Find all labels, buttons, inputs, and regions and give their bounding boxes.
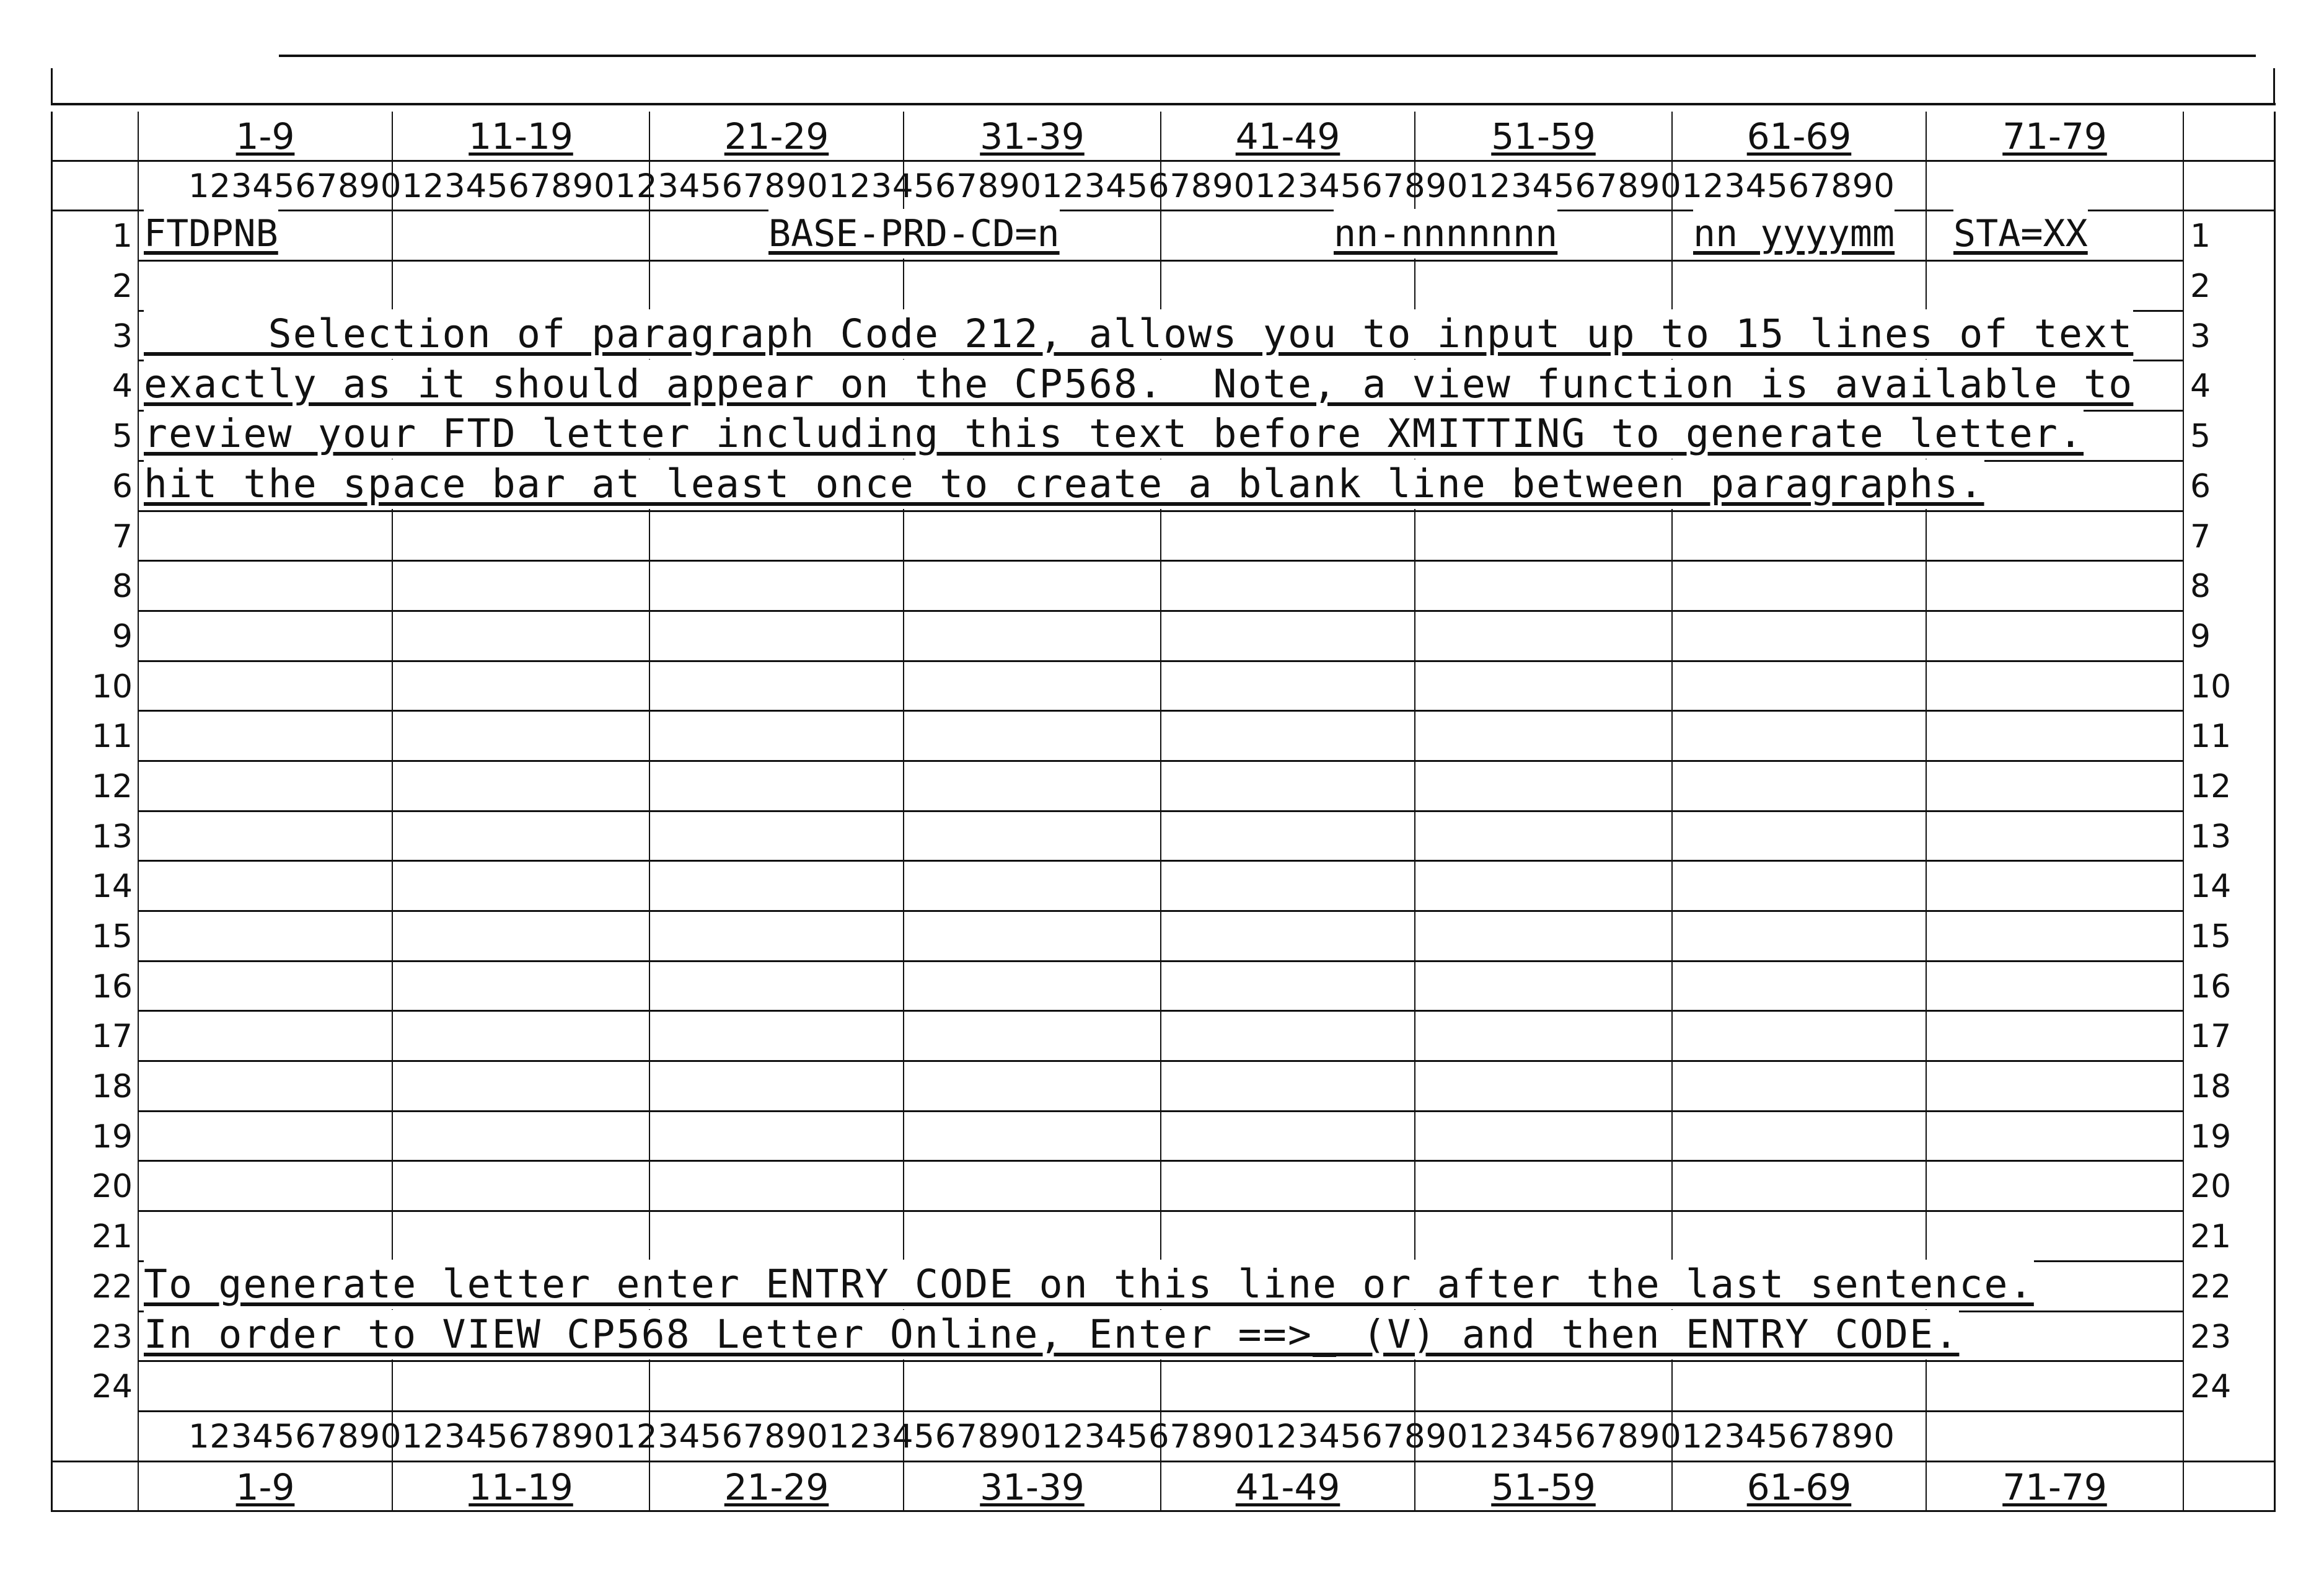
column-range-label xyxy=(1671,1462,1926,1513)
digit-ruler-cell xyxy=(2183,1412,2276,1462)
column-digit-ruler: 12345678901234567890123456789012345678901234567890123456789012345678901234567890 xyxy=(188,1418,1895,1456)
text-line-23[interactable]: In order to VIEW CP568 Letter Online, Enter ==>_ (V) and then ENTRY CODE. xyxy=(144,1310,1959,1359)
input-cell[interactable] xyxy=(392,1362,649,1412)
input-cell[interactable] xyxy=(903,512,1160,562)
input-cell[interactable] xyxy=(1671,962,1926,1012)
row-number-right: 2 xyxy=(2183,262,2276,312)
input-cell[interactable] xyxy=(1926,262,2183,312)
column-range-label xyxy=(138,112,392,162)
input-cell[interactable] xyxy=(1671,912,1926,962)
input-cell[interactable] xyxy=(1414,1162,1671,1212)
text-line-4[interactable]: exactly as it should appear on the CP568. Note, a view function is available to xyxy=(144,360,2133,409)
column-range-text: 71-79 xyxy=(2002,115,2107,157)
input-cell[interactable] xyxy=(1671,812,1926,862)
input-cell[interactable] xyxy=(1926,1062,2183,1112)
input-cell[interactable] xyxy=(649,1212,903,1262)
input-cell[interactable] xyxy=(1671,612,1926,662)
input-cell[interactable] xyxy=(138,1162,392,1212)
grid-cell xyxy=(51,1462,138,1513)
input-cell[interactable] xyxy=(649,862,903,912)
input-cell[interactable] xyxy=(1414,862,1671,912)
input-cell[interactable] xyxy=(1414,1212,1671,1262)
row-number-right: 17 xyxy=(2183,1012,2276,1062)
input-cell[interactable] xyxy=(138,1062,392,1112)
row-number-right: 10 xyxy=(2183,662,2276,712)
input-cell[interactable] xyxy=(1671,762,1926,812)
input-cell[interactable] xyxy=(903,262,1160,312)
input-cell[interactable] xyxy=(1926,1312,2183,1363)
row-number-left: 17 xyxy=(51,1012,138,1062)
input-cell[interactable] xyxy=(649,962,903,1012)
column-range-label xyxy=(649,112,903,162)
input-cell[interactable] xyxy=(903,562,1160,612)
row-number-right: 8 xyxy=(2183,562,2276,612)
column-range-text: 51-59 xyxy=(1491,115,1596,157)
input-cell[interactable] xyxy=(1160,962,1414,1012)
input-cell[interactable] xyxy=(1414,662,1671,712)
input-cell[interactable] xyxy=(1160,262,1414,312)
input-cell[interactable] xyxy=(1926,1212,2183,1262)
input-cell[interactable] xyxy=(392,512,649,562)
column-range-label xyxy=(649,1462,903,1513)
input-cell[interactable] xyxy=(392,912,649,962)
column-range-label xyxy=(1160,112,1414,162)
input-cell[interactable] xyxy=(392,712,649,762)
column-range-label xyxy=(903,112,1160,162)
input-cell[interactable] xyxy=(903,812,1160,862)
input-cell[interactable] xyxy=(138,812,392,862)
column-range-label xyxy=(1926,112,2183,162)
column-range-text: 31-39 xyxy=(980,1465,1085,1508)
input-cell[interactable] xyxy=(649,662,903,712)
input-cell[interactable] xyxy=(1160,1362,1414,1412)
input-cell[interactable] xyxy=(649,812,903,862)
input-cell[interactable] xyxy=(1926,612,2183,662)
input-cell[interactable] xyxy=(392,211,649,262)
input-cell[interactable] xyxy=(1414,1112,1671,1162)
column-range-text: 11-19 xyxy=(469,115,573,157)
input-cell[interactable] xyxy=(1671,1112,1926,1162)
column-range-text: 31-39 xyxy=(980,115,1085,157)
grid-cell xyxy=(2183,1462,2276,1513)
row-number-left: 23 xyxy=(51,1312,138,1363)
row-number-left: 12 xyxy=(51,762,138,812)
row-number-left: 1 xyxy=(51,211,138,262)
input-cell[interactable] xyxy=(1414,512,1671,562)
input-cell[interactable] xyxy=(649,512,903,562)
row-number-right: 6 xyxy=(2183,462,2276,512)
input-cell[interactable] xyxy=(1160,1112,1414,1162)
input-cell[interactable] xyxy=(1926,512,2183,562)
input-cell[interactable] xyxy=(1414,762,1671,812)
row-number-right: 16 xyxy=(2183,962,2276,1012)
input-cell[interactable] xyxy=(1926,662,2183,712)
input-cell[interactable] xyxy=(903,612,1160,662)
input-cell[interactable] xyxy=(1926,912,2183,962)
row-number-left: 15 xyxy=(51,912,138,962)
digit-ruler-cell xyxy=(1926,162,2183,212)
input-cell[interactable] xyxy=(1160,812,1414,862)
text-line-22[interactable]: To generate letter enter ENTRY CODE on this line or after the last sentence. xyxy=(144,1260,2034,1309)
row-number-left: 2 xyxy=(51,262,138,312)
row-number-right: 12 xyxy=(2183,762,2276,812)
input-cell[interactable] xyxy=(1926,1112,2183,1162)
input-cell[interactable] xyxy=(138,512,392,562)
row-number-left: 4 xyxy=(51,361,138,412)
input-cell[interactable] xyxy=(1671,662,1926,712)
input-cell[interactable] xyxy=(903,912,1160,962)
input-cell[interactable] xyxy=(1160,912,1414,962)
grid-cell xyxy=(2183,112,2276,162)
input-cell[interactable] xyxy=(1414,262,1671,312)
input-cell[interactable] xyxy=(392,862,649,912)
row-number-left: 18 xyxy=(51,1062,138,1112)
input-cell[interactable] xyxy=(1160,1062,1414,1112)
column-range-label xyxy=(1160,1462,1414,1513)
input-cell[interactable] xyxy=(138,662,392,712)
row-number-left: 20 xyxy=(51,1162,138,1212)
row-number-left: 21 xyxy=(51,1212,138,1262)
row-number-left: 3 xyxy=(51,312,138,362)
row-number-right: 18 xyxy=(2183,1062,2276,1112)
text-line-5[interactable]: review your FTD letter including this text before XMITTING to generate letter. xyxy=(144,409,2084,459)
input-cell[interactable] xyxy=(1160,612,1414,662)
input-cell[interactable] xyxy=(392,262,649,312)
digit-ruler-cell xyxy=(51,1412,138,1462)
input-cell[interactable] xyxy=(392,562,649,612)
row-number-right: 9 xyxy=(2183,612,2276,662)
input-cell[interactable] xyxy=(903,1062,1160,1112)
column-range-label xyxy=(1926,1462,2183,1513)
input-cell[interactable] xyxy=(138,1212,392,1262)
column-range-text: 41-49 xyxy=(1235,1465,1340,1508)
input-cell[interactable] xyxy=(1414,812,1671,862)
input-cell[interactable] xyxy=(138,962,392,1012)
input-cell[interactable] xyxy=(392,1062,649,1112)
row-number-right: 3 xyxy=(2183,312,2276,362)
row-number-left: 8 xyxy=(51,562,138,612)
row-number-right: 5 xyxy=(2183,412,2276,462)
input-cell[interactable] xyxy=(138,1112,392,1162)
input-cell[interactable] xyxy=(649,762,903,812)
tin-field[interactable]: nn-nnnnnnn xyxy=(1334,209,1557,259)
column-range-text: 1-9 xyxy=(235,1465,295,1508)
input-cell[interactable] xyxy=(1926,1012,2183,1062)
text-line-3[interactable]: Selection of paragraph Code 212, allows you to input up to 15 lines of text xyxy=(144,309,2133,359)
base-prd-cd-field[interactable]: BASE-PRD-CD=n xyxy=(768,209,1060,259)
input-cell[interactable] xyxy=(903,1362,1160,1412)
input-cell[interactable] xyxy=(1671,262,1926,312)
row-number-right: 7 xyxy=(2183,512,2276,562)
transaction-code-field[interactable]: FTDPNB xyxy=(144,209,278,259)
input-cell[interactable] xyxy=(903,962,1160,1012)
column-range-text: 21-29 xyxy=(724,115,829,157)
row-number-left: 22 xyxy=(51,1262,138,1312)
input-cell[interactable] xyxy=(1414,1362,1671,1412)
input-cell[interactable] xyxy=(649,612,903,662)
input-cell[interactable] xyxy=(1926,562,2183,612)
column-range-text: 51-59 xyxy=(1491,1465,1596,1508)
input-cell[interactable] xyxy=(1671,1362,1926,1412)
column-range-text: 1-9 xyxy=(235,115,295,157)
input-cell[interactable] xyxy=(1671,512,1926,562)
row-number-right: 20 xyxy=(2183,1162,2276,1212)
input-cell[interactable] xyxy=(392,1012,649,1062)
text-line-6[interactable]: hit the space bar at least once to create a blank line between paragraphs. xyxy=(144,459,1984,509)
input-cell[interactable] xyxy=(1926,1362,2183,1412)
input-cell[interactable] xyxy=(1671,862,1926,912)
row-number-right: 13 xyxy=(2183,812,2276,862)
input-cell[interactable] xyxy=(138,1012,392,1062)
input-cell[interactable] xyxy=(649,912,903,962)
column-range-text: 41-49 xyxy=(1235,115,1340,157)
digit-ruler-cell xyxy=(2183,162,2276,212)
row-number-left: 16 xyxy=(51,962,138,1012)
column-digit-ruler: 12345678901234567890123456789012345678901234567890123456789012345678901234567890 xyxy=(188,167,1895,205)
right-edge-mark xyxy=(2273,68,2275,104)
input-cell[interactable] xyxy=(649,562,903,612)
row-number-right: 1 xyxy=(2183,211,2276,262)
row-number-right: 15 xyxy=(2183,912,2276,962)
row-number-left: 5 xyxy=(51,412,138,462)
row-number-left: 14 xyxy=(51,862,138,912)
column-range-label xyxy=(138,1462,392,1513)
input-cell[interactable] xyxy=(1671,1062,1926,1112)
input-cell[interactable] xyxy=(1926,962,2183,1012)
column-range-label xyxy=(903,1462,1160,1513)
input-cell[interactable] xyxy=(392,762,649,812)
input-cell[interactable] xyxy=(138,612,392,662)
input-cell[interactable] xyxy=(138,562,392,612)
row-number-left: 24 xyxy=(51,1362,138,1412)
column-range-text: 11-19 xyxy=(469,1465,573,1508)
grid-cell xyxy=(51,112,138,162)
input-cell[interactable] xyxy=(1414,962,1671,1012)
input-cell[interactable] xyxy=(138,862,392,912)
row-number-left: 6 xyxy=(51,462,138,512)
row-number-right: 22 xyxy=(2183,1262,2276,1312)
input-cell[interactable] xyxy=(1414,1062,1671,1112)
input-cell[interactable] xyxy=(138,912,392,962)
input-cell[interactable] xyxy=(392,612,649,662)
input-cell[interactable] xyxy=(1160,562,1414,612)
tax-period-field[interactable]: nn yyyymm xyxy=(1693,209,1895,259)
input-cell[interactable] xyxy=(903,762,1160,812)
input-cell[interactable] xyxy=(392,1212,649,1262)
row-number-left: 13 xyxy=(51,812,138,862)
input-cell[interactable] xyxy=(1414,1012,1671,1062)
input-cell[interactable] xyxy=(138,1362,392,1412)
row-number-left: 19 xyxy=(51,1112,138,1162)
input-cell[interactable] xyxy=(903,1212,1160,1262)
input-cell[interactable] xyxy=(138,712,392,762)
input-cell[interactable] xyxy=(392,812,649,862)
input-cell[interactable] xyxy=(1926,812,2183,862)
input-cell[interactable] xyxy=(1926,862,2183,912)
column-range-label xyxy=(392,1462,649,1513)
input-cell[interactable] xyxy=(392,1162,649,1212)
row-number-right: 19 xyxy=(2183,1112,2276,1162)
screen-layout-form xyxy=(51,103,2276,1525)
column-range-label xyxy=(392,112,649,162)
column-range-text: 71-79 xyxy=(2002,1465,2107,1508)
input-cell[interactable] xyxy=(138,762,392,812)
input-cell[interactable] xyxy=(1160,512,1414,562)
input-cell[interactable] xyxy=(903,862,1160,912)
status-field[interactable]: STA=XX xyxy=(1953,209,2088,259)
input-cell[interactable] xyxy=(649,1112,903,1162)
digit-ruler-cell xyxy=(51,162,138,212)
input-cell[interactable] xyxy=(649,262,903,312)
column-range-text: 21-29 xyxy=(724,1465,829,1508)
input-cell[interactable] xyxy=(1160,662,1414,712)
input-cell[interactable] xyxy=(903,1012,1160,1062)
row-number-right: 24 xyxy=(2183,1362,2276,1412)
input-cell[interactable] xyxy=(1414,912,1671,962)
row-number-right: 14 xyxy=(2183,862,2276,912)
row-number-right: 23 xyxy=(2183,1312,2276,1363)
input-cell[interactable] xyxy=(649,1062,903,1112)
input-cell[interactable] xyxy=(1414,712,1671,762)
input-cell[interactable] xyxy=(1926,762,2183,812)
row-number-left: 7 xyxy=(51,512,138,562)
input-cell[interactable] xyxy=(649,1012,903,1062)
input-cell[interactable] xyxy=(903,712,1160,762)
input-cell[interactable] xyxy=(1160,1162,1414,1212)
input-cell[interactable] xyxy=(1671,1012,1926,1062)
input-cell[interactable] xyxy=(649,712,903,762)
row-number-right: 4 xyxy=(2183,361,2276,412)
column-range-text: 61-69 xyxy=(1746,115,1852,157)
input-cell[interactable] xyxy=(1671,1162,1926,1212)
input-cell[interactable] xyxy=(1160,1212,1414,1262)
input-cell[interactable] xyxy=(1414,562,1671,612)
row-number-right: 11 xyxy=(2183,712,2276,762)
input-cell[interactable] xyxy=(1160,1012,1414,1062)
top-rule xyxy=(279,55,2256,57)
input-cell[interactable] xyxy=(392,962,649,1012)
input-cell[interactable] xyxy=(1671,562,1926,612)
input-cell[interactable] xyxy=(1160,762,1414,812)
column-range-text: 61-69 xyxy=(1746,1465,1852,1508)
input-cell[interactable] xyxy=(1160,712,1414,762)
row-number-right: 21 xyxy=(2183,1212,2276,1262)
input-cell[interactable] xyxy=(1926,1162,2183,1212)
input-cell[interactable] xyxy=(392,662,649,712)
input-cell[interactable] xyxy=(1926,712,2183,762)
column-range-label xyxy=(1414,112,1671,162)
left-edge-mark xyxy=(51,68,53,104)
input-cell[interactable] xyxy=(903,1112,1160,1162)
input-cell[interactable] xyxy=(649,1162,903,1212)
input-cell[interactable] xyxy=(903,1162,1160,1212)
input-cell[interactable] xyxy=(1671,1212,1926,1262)
input-cell[interactable] xyxy=(903,662,1160,712)
row-number-left: 10 xyxy=(51,662,138,712)
input-cell[interactable] xyxy=(392,1112,649,1162)
input-cell[interactable] xyxy=(1160,862,1414,912)
digit-ruler-cell xyxy=(1926,1412,2183,1462)
input-cell[interactable] xyxy=(649,1362,903,1412)
row-number-left: 11 xyxy=(51,712,138,762)
input-cell[interactable] xyxy=(1414,612,1671,662)
input-cell[interactable] xyxy=(1671,712,1926,762)
column-range-label xyxy=(1671,112,1926,162)
row-number-left: 9 xyxy=(51,612,138,662)
input-cell[interactable] xyxy=(138,262,392,312)
column-range-label xyxy=(1414,1462,1671,1513)
